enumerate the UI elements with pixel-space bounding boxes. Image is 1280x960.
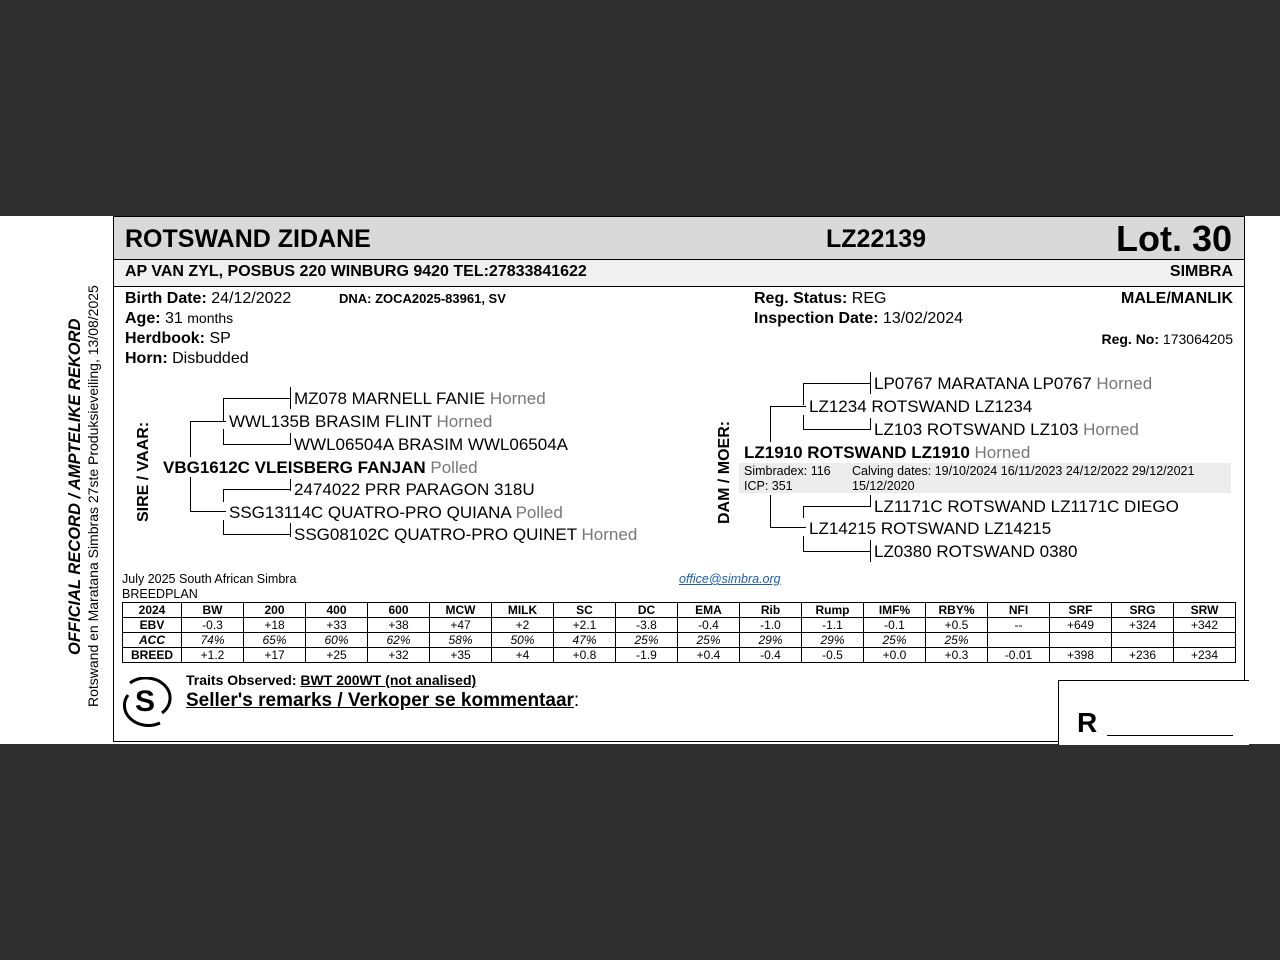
- table-header: SRG: [1112, 603, 1174, 618]
- dam-dam-dam: LZ0380 ROTSWAND 0380: [874, 542, 1078, 561]
- price-line[interactable]: [1107, 735, 1233, 736]
- table-cell: +47: [430, 618, 492, 633]
- sire-sire-dam: WWL06504A BRASIM WWL06504A: [294, 435, 569, 454]
- table-header: SRF: [1050, 603, 1112, 618]
- sire-dam: SSG13114C QUATRO-PRO QUIANA Polled: [229, 503, 563, 522]
- table-header-row: [123, 603, 1236, 618]
- table-cell: 62%: [368, 633, 430, 648]
- acc-row: [123, 633, 1236, 648]
- official-record-label: OFFICIAL RECORD / AMPTELIKE REKORD: [66, 318, 84, 655]
- table-cell: -1.9: [616, 648, 678, 663]
- table-header: MILK: [492, 603, 554, 618]
- table-cell: [988, 633, 1050, 648]
- table-cell: +0.4: [678, 648, 740, 663]
- table-header: 600: [368, 603, 430, 618]
- table-header: RBY%: [926, 603, 988, 618]
- table-cell: +18: [244, 618, 306, 633]
- sire-dam-sire: 2474022 PRR PARAGON 318U: [294, 480, 535, 499]
- table-cell: 25%: [864, 633, 926, 648]
- sire-name: VBG1612C VLEISBERG FANJAN Polled: [163, 458, 478, 477]
- table-cell: +342: [1174, 618, 1236, 633]
- table-cell: +17: [244, 648, 306, 663]
- calving-dates: Calving dates: 19/10/2024 16/11/2023 24/12/2022 29/12/2021: [852, 464, 1195, 478]
- seller-remarks: Seller's remarks / Verkoper se kommentaar:: [186, 690, 580, 711]
- table-cell: [1174, 633, 1236, 648]
- lot-card: [113, 216, 1245, 742]
- table-cell: -0.1: [864, 618, 926, 633]
- table-cell: 47%: [554, 633, 616, 648]
- herdbook: Herdbook: SP: [125, 330, 231, 347]
- table-cell: +2: [492, 618, 554, 633]
- table-header: 400: [306, 603, 368, 618]
- table-cell: EBV: [123, 618, 182, 633]
- breedplan-label: BREEDPLAN: [122, 587, 198, 601]
- table-cell: +398: [1050, 648, 1112, 663]
- table-cell: +324: [1112, 618, 1174, 633]
- table-cell: +33: [306, 618, 368, 633]
- table-cell: 65%: [244, 633, 306, 648]
- horn-status: Horn: Disbudded: [125, 350, 249, 367]
- table-cell: +4: [492, 648, 554, 663]
- table-header: EMA: [678, 603, 740, 618]
- table-header: Rump: [802, 603, 864, 618]
- simbra-logo: [114, 677, 176, 729]
- table-cell: +2.1: [554, 618, 616, 633]
- table-cell: 50%: [492, 633, 554, 648]
- address-bar: [114, 260, 1244, 287]
- table-cell: +649: [1050, 618, 1112, 633]
- sire-sire-sire: MZ078 MARNELL FANIE Horned: [294, 389, 546, 408]
- table-header: DC: [616, 603, 678, 618]
- table-cell: +25: [306, 648, 368, 663]
- animal-name: ROTSWAND ZIDANE: [125, 225, 371, 253]
- table-cell: -3.8: [616, 618, 678, 633]
- table-cell: 29%: [740, 633, 802, 648]
- table-cell: -0.4: [740, 648, 802, 663]
- lot-number: Lot. 30: [1115, 218, 1232, 259]
- table-cell: +1.2: [182, 648, 244, 663]
- table-cell: 60%: [306, 633, 368, 648]
- sex: MALE/MANLIK: [1121, 290, 1233, 307]
- breed-name: SIMBRA: [1169, 263, 1233, 280]
- table-cell: [1112, 633, 1174, 648]
- table-cell: -0.3: [182, 618, 244, 633]
- table-cell: [1050, 633, 1112, 648]
- title-bar: [114, 217, 1244, 260]
- table-cell: +234: [1174, 648, 1236, 663]
- table-header: SC: [554, 603, 616, 618]
- table-cell: +32: [368, 648, 430, 663]
- reg-number: Reg. No: 173064205: [1101, 331, 1233, 347]
- table-cell: +35: [430, 648, 492, 663]
- table-header: SRW: [1174, 603, 1236, 618]
- dam-performance-box: [739, 463, 1231, 493]
- ebv-row: [123, 618, 1236, 633]
- dam-dam-sire: LZ1171C ROTSWAND LZ1171C DIEGO: [874, 497, 1179, 516]
- data-source: July 2025 South African Simbra: [122, 572, 297, 586]
- inspection-date: Inspection Date: 13/02/2024: [754, 310, 963, 327]
- table-cell: 74%: [182, 633, 244, 648]
- table-header: Rib: [740, 603, 802, 618]
- table-header: BW: [182, 603, 244, 618]
- sire-dam-dam: SSG08102C QUATRO-PRO QUINET Horned: [294, 525, 638, 544]
- table-cell: +0.0: [864, 648, 926, 663]
- table-cell: BREED: [123, 648, 182, 663]
- table-cell: +236: [1112, 648, 1174, 663]
- table-cell: --: [988, 618, 1050, 633]
- sire-sire: WWL135B BRASIM FLINT Horned: [229, 412, 493, 431]
- price-label: R: [1077, 707, 1098, 738]
- sire-label: SIRE / VAAR:: [135, 421, 152, 522]
- table-header: 200: [244, 603, 306, 618]
- table-cell: -1.0: [740, 618, 802, 633]
- table-cell: -1.1: [802, 618, 864, 633]
- table-header: NFI: [988, 603, 1050, 618]
- price-box: [1058, 680, 1249, 745]
- dam-name: LZ1910 ROTSWAND LZ1910 Horned: [744, 443, 1031, 462]
- table-header: MCW: [430, 603, 492, 618]
- table-cell: +0.5: [926, 618, 988, 633]
- table-cell: ACC: [123, 633, 182, 648]
- email-link[interactable]: office@simbra.org: [679, 572, 781, 586]
- simbradex: Simbradex: 116: [744, 464, 831, 478]
- table-cell: 25%: [678, 633, 740, 648]
- table-cell: -0.4: [678, 618, 740, 633]
- table-cell: 29%: [802, 633, 864, 648]
- traits-observed: Traits Observed: BWT 200WT (not analised): [186, 672, 477, 688]
- table-cell: +38: [368, 618, 430, 633]
- table-cell: -0.5: [802, 648, 864, 663]
- table-cell: 25%: [616, 633, 678, 648]
- icp: ICP: 351: [744, 479, 793, 493]
- table-cell: -0.01: [988, 648, 1050, 663]
- table-cell: 58%: [430, 633, 492, 648]
- logo-letter: S: [134, 685, 156, 718]
- reg-status: Reg. Status: REG: [754, 290, 887, 307]
- owner-address: AP VAN ZYL, POSBUS 220 WINBURG 9420 TEL:27833841622: [125, 263, 587, 280]
- table-cell: 25%: [926, 633, 988, 648]
- dam-label: DAM / MOER:: [716, 420, 733, 524]
- table-header: IMF%: [864, 603, 926, 618]
- animal-id: LZ22139: [826, 225, 927, 253]
- table-cell: +0.3: [926, 648, 988, 663]
- sale-caption: Rotswand en Maratana Simbras 27ste Produksieveiling, 13/08/2025: [85, 285, 101, 707]
- dam-dam: LZ14215 ROTSWAND LZ14215: [809, 519, 1052, 538]
- calving-dates-2: 15/12/2020: [852, 479, 915, 493]
- dna-info: DNA: ZOCA2025-83961, SV: [339, 291, 506, 306]
- ebv-table: [122, 602, 1236, 663]
- dam-sire-sire: LP0767 MARATANA LP0767 Horned: [874, 374, 1153, 393]
- table-cell: +0.8: [554, 648, 616, 663]
- breed-row: [123, 648, 1236, 663]
- dam-sire: LZ1234 ROTSWAND LZ1234: [809, 397, 1033, 416]
- age: Age: 31 months: [125, 310, 234, 327]
- birth-date: Birth Date: 24/12/2022: [125, 290, 292, 307]
- dam-sire-dam: LZ103 ROTSWAND LZ103 Horned: [874, 420, 1139, 439]
- table-header: 2024: [123, 603, 182, 618]
